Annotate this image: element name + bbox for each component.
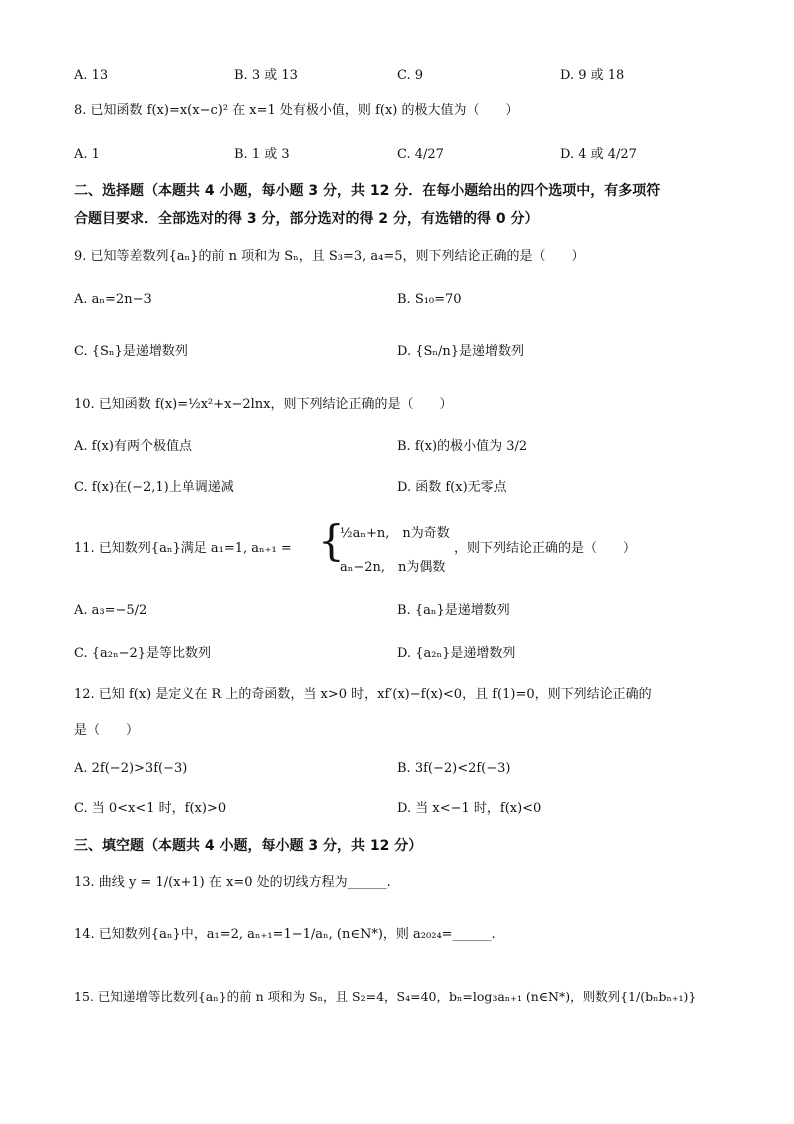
q14-stem: 14. 已知数列{aₙ}中，a₁=2, aₙ₊₁=1−1/aₙ, (n∈N*)，则 a₂₀₂₄=______.: [74, 927, 496, 942]
q11-option-d: D. {a₂ₙ}是递增数列: [397, 646, 516, 661]
q10-option-c: C. f(x)在(−2,1)上单调递减: [74, 480, 234, 495]
q15-stem: 15. 已知递增等比数列{aₙ}的前 n 项和为 Sₙ，且 S₂=4，S₄=40，bₙ=log₃aₙ₊₁ (n∈N*)，则数列{1/(bₙbₙ₊₁)}: [74, 989, 697, 1004]
q8-option-d: D. 4 或 4/27: [560, 147, 637, 162]
q10-option-a: A. f(x)有两个极值点: [74, 439, 192, 454]
q11-option-b: B. {aₙ}是递增数列: [397, 603, 510, 618]
section2-heading-line1: 二、选择题（本题共 4 小题，每小题 3 分，共 12 分．在每小题给出的四个选项中，有多项符: [74, 183, 661, 199]
q12-option-a: A. 2f(−2)>3f(−3): [74, 761, 188, 776]
q7-option-b: B. 3 或 13: [234, 68, 298, 83]
q12-stem-line1: 12. 已知 f(x) 是定义在 R 上的奇函数，当 x>0 时，xf′(x)−f(x)<0，且 f(1)=0，则下列结论正确的: [74, 687, 652, 702]
q11-case-odd: ½aₙ+n, n为奇数: [340, 526, 450, 541]
q11-brace: {: [318, 516, 345, 565]
q9-option-c: C. {Sₙ}是递增数列: [74, 344, 188, 359]
q8-option-b: B. 1 或 3: [234, 147, 290, 162]
q12-option-d: D. 当 x<−1 时，f(x)<0: [397, 801, 542, 816]
q7-option-c: C. 9: [397, 68, 424, 83]
q9-option-a: A. aₙ=2n−3: [74, 292, 152, 307]
q8-stem: 8. 已知函数 f(x)=x(x−c)² 在 x=1 处有极小值，则 f(x) 的极大值为（ ）: [74, 103, 519, 118]
section3-heading: 三、填空题（本题共 4 小题，每小题 3 分，共 12 分）: [74, 838, 423, 854]
section2-heading-line2: 合题目要求．全部选对的得 3 分，部分选对的得 2 分，有选错的得 0 分）: [74, 211, 539, 227]
q12-option-b: B. 3f(−2)<2f(−3): [397, 761, 511, 776]
q12-option-c: C. 当 0<x<1 时，f(x)>0: [74, 801, 227, 816]
q8-option-c: C. 4/27: [397, 147, 444, 162]
q10-stem: 10. 已知函数 f(x)=½x²+x−2lnx，则下列结论正确的是（ ）: [74, 397, 453, 412]
q11-option-a: A. a₃=−5/2: [74, 603, 148, 618]
q13-stem: 13. 曲线 y = 1/(x+1) 在 x=0 处的切线方程为______.: [74, 875, 391, 890]
q8-option-a: A. 1: [74, 147, 100, 162]
q10-option-d: D. 函数 f(x)无零点: [397, 480, 507, 495]
q11-case-even: aₙ−2n, n为偶数: [340, 560, 446, 575]
q10-option-b: B. f(x)的极小值为 3/2: [397, 439, 528, 454]
q7-option-a: A. 13: [74, 68, 109, 83]
q12-stem-line2: 是（ ）: [74, 723, 140, 738]
q11-stem-prefix: 11. 已知数列{aₙ}满足 a₁=1, aₙ₊₁ =: [74, 541, 292, 556]
q11-option-c: C. {a₂ₙ−2}是等比数列: [74, 646, 212, 661]
q9-stem: 9. 已知等差数列{aₙ}的前 n 项和为 Sₙ，且 S₃=3, a₄=5，则下列结论正确的是（ ）: [74, 249, 585, 264]
q9-option-d: D. {Sₙ/n}是递增数列: [397, 344, 525, 359]
q11-stem-suffix: ，则下列结论正确的是（ ）: [454, 541, 637, 556]
q9-option-b: B. S₁₀=70: [397, 292, 462, 307]
q7-option-d: D. 9 或 18: [560, 68, 625, 83]
